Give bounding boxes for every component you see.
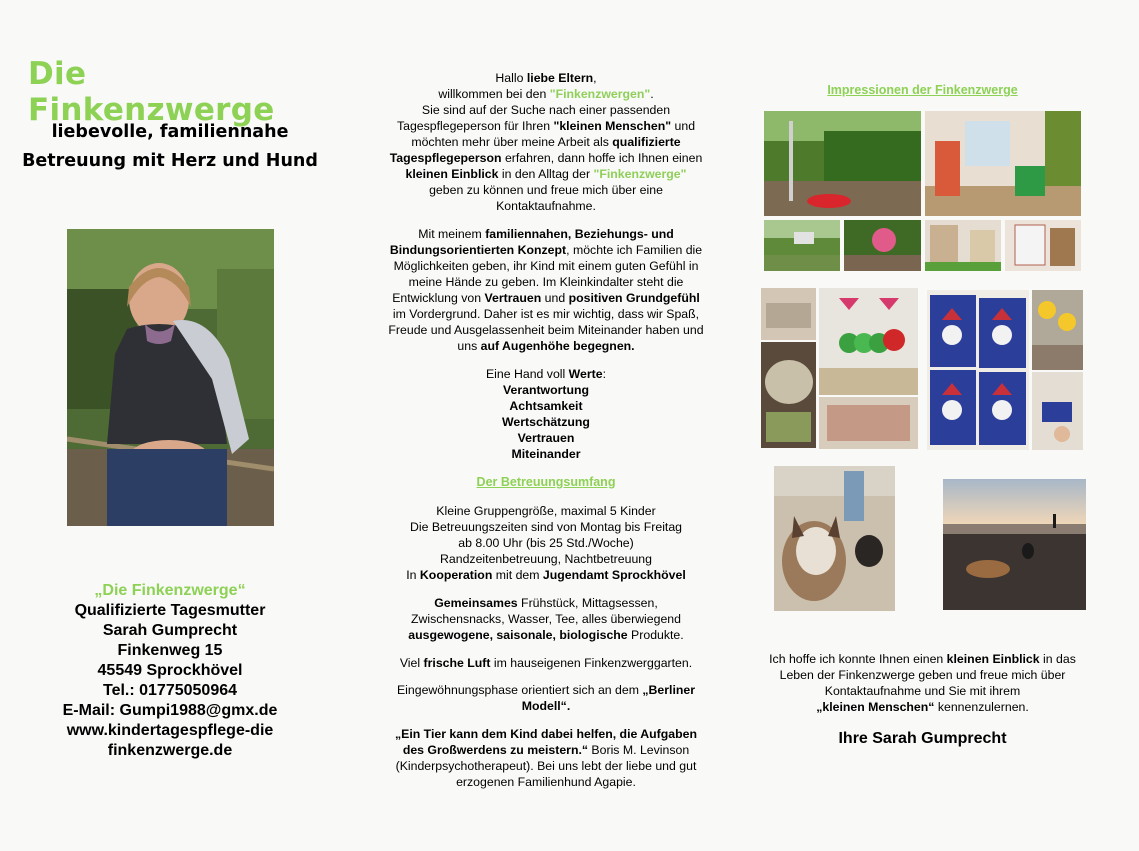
garden-photo-small-1 <box>764 220 840 271</box>
tagline-line2: Betreuung mit Herz und Hund <box>22 151 318 171</box>
contact-brand: „Die Finkenzwerge“ <box>94 582 246 599</box>
signature: Ihre Sarah Gumprecht <box>838 730 1007 747</box>
garden-photo <box>764 111 921 216</box>
portrait-photo <box>67 229 274 526</box>
value-item: Achtsamkeit <box>509 399 583 413</box>
meals-paragraph: Gemeinsames Frühstück, Mittagsessen, Zwischensnacks, Wasser, Tee, alles überwiegend ausgewogene, saisonale, biologische Produkte. <box>408 596 684 642</box>
intro-paragraph: Hallo liebe Eltern, willkommen bei den "Finkenzwergen". Sie sind auf der Suche nach einer passenden Tagespflegeperson für Ihren "kleinen Menschen" und möchten mehr über meine Arbeit als qualifizierte Tagespflegeperson erfahren, dann hoffe ich Ihnen einen kleinen Einblick in den Alltag der "Finkenzwerge" geben zu können und freue mich über eine Kontaktaufnahme. <box>389 71 703 213</box>
contact-website-line1[interactable]: www.kindertagespflege-die <box>66 722 274 739</box>
craft-photo-3 <box>819 397 918 449</box>
contact-role: Qualifizierte Tagesmutter <box>74 602 266 619</box>
impressions-heading: Impressionen der Finkenzwerge <box>827 83 1018 97</box>
contact-city: 45549 Sprockhövel <box>97 662 243 679</box>
contact-phone[interactable]: Tel.: 01775050964 <box>102 682 238 699</box>
value-item: Wertschätzung <box>502 415 590 429</box>
child-hands-photo <box>1032 372 1083 450</box>
value-item: Verantwortung <box>502 383 590 397</box>
closing-paragraph: Ich hoffe ich konnte Ihnen einen kleinen Einblick in das Leben der Finkenzwerge geben und freue mich über Kontaktaufnahme und Sie mit ihrem „kleinen Menschen“ kennenzulernen. <box>769 652 1076 714</box>
settling-paragraph: Eingewöhnungsphase orientiert sich an dem „Berliner Modell“. <box>396 683 696 713</box>
craft-photo-1 <box>761 288 816 340</box>
playroom-photo-small-1 <box>925 220 1001 271</box>
concept-paragraph: Mit meinem familiennahen, Beziehungs- und Bindungsorientierten Konzept, möchte ich Familien die Möglichkeiten geben, ihr Kind mit einem guten Gefühl in meine Hände zu geben. Im Kleinkindalter steht die Entwicklung von Vertrauen und positiven Grundgefühl im Vordergrund. Daher ist es mir wichtig, dass wir Spaß, Freude und Ausgelassenheit beim Miteinander haben und uns auf Augenhöhe begegnen. <box>388 227 704 353</box>
values-list: Eine Hand voll Werte: Verantwortung Achtsamkeit Wertschätzung Vertrauen Miteinander <box>485 367 607 461</box>
tagline-line1: liebevolle, familiennahe <box>51 122 289 142</box>
handprint-craft-photo <box>927 290 1029 450</box>
garden-photo-small-2 <box>844 220 921 271</box>
playroom-photo <box>925 111 1081 216</box>
smiley-craft-photo <box>1032 290 1083 370</box>
contact-website-line2[interactable]: finkenzwerge.de <box>107 742 233 759</box>
sunset-beach-photo <box>943 479 1086 610</box>
playroom-photo-small-2 <box>1005 220 1081 271</box>
scope-paragraph: Kleine Gruppengröße, maximal 5 Kinder Die Betreuungszeiten sind von Montag bis Freitag ab 8.00 Uhr (bis 25 Std./Woche) Randzeitenbetreuung, Nachtbetreuung In Kooperation mit dem Jugendamt Sprockhövel <box>406 504 686 582</box>
brand-title: Die Finkenzwerge <box>28 56 275 128</box>
craft-photo-2 <box>761 342 816 448</box>
dog-beach-photo <box>774 466 895 611</box>
value-item: Miteinander <box>511 447 581 461</box>
value-item: Vertrauen <box>517 431 575 445</box>
caterpillar-craft-photo <box>819 288 918 395</box>
tagline <box>0 118 340 176</box>
scope-heading: Der Betreuungsumfang <box>476 475 616 489</box>
contact-name: Sarah Gumprecht <box>102 622 238 639</box>
contact-street: Finkenweg 15 <box>117 642 223 659</box>
contact-email[interactable]: E-Mail: Gumpi1988@gmx.de <box>62 702 278 719</box>
contact-block <box>0 581 340 761</box>
left-column <box>0 0 340 851</box>
quote-paragraph: „Ein Tier kann dem Kind dabei helfen, die Aufgaben des Großwerdens zu meistern.“ Boris M. Levinson (Kinderpsychotherapeut). Bei uns lebt der liebe und gut erzogenen Familienhund Agapie. <box>394 727 697 789</box>
air-paragraph: Viel frische Luft im hauseigenen Finkenzwerggarten. <box>399 656 693 670</box>
